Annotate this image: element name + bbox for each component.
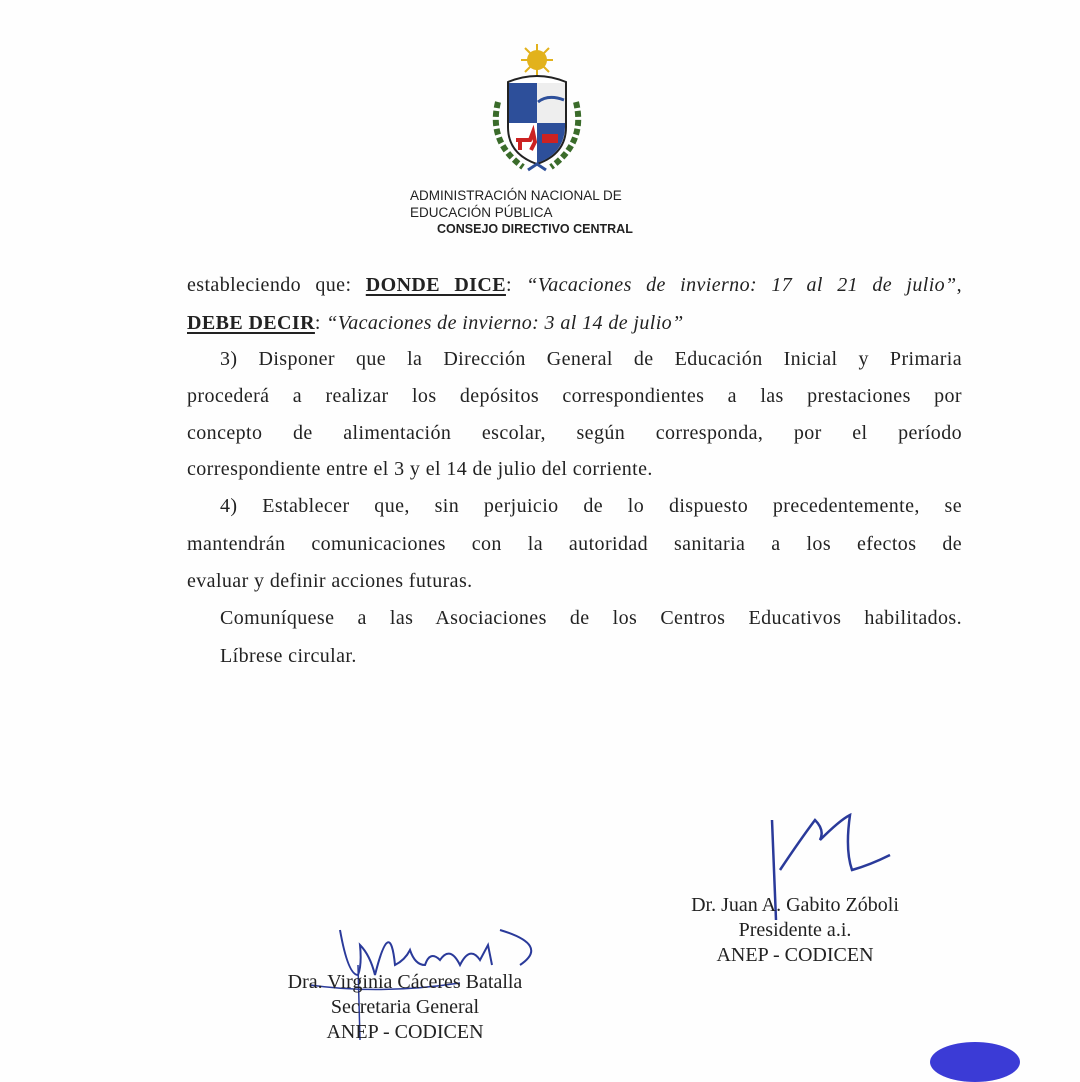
coat-of-arms-emblem xyxy=(478,42,596,180)
colon: : xyxy=(314,312,327,334)
stamp-fragment xyxy=(930,1042,1020,1082)
president-org: ANEP - CODICEN xyxy=(716,944,874,966)
label-donde-dice: DONDE DICE xyxy=(365,274,506,296)
body-line: 4) Establecer que, sin perjuicio de lo dispuesto precedentemente, se xyxy=(220,495,962,517)
body-line: correspondiente entre el 3 y el 14 de julio del corriente. xyxy=(187,458,653,480)
secretary-name: Dra. Virginia Cáceres Batalla xyxy=(287,971,523,993)
body-line: Comuníquese a las Asociaciones de los Centros Educativos habilitados. xyxy=(220,607,962,629)
secretary-signature-block xyxy=(240,970,570,1045)
body-line: evaluar y definir acciones futuras. xyxy=(187,570,473,592)
body-line: 3) Disponer que la Dirección General de Educación Inicial y Primaria xyxy=(220,348,962,370)
body-line: Líbrese circular. xyxy=(220,645,357,667)
body-line: concepto de alimentación escolar, según corresponda, por el período xyxy=(187,422,962,444)
body-line-2 xyxy=(187,310,684,336)
body-line-1 xyxy=(187,272,962,298)
secretary-role: Secretaria General xyxy=(330,996,480,1018)
body-line: procederá a realizar los depósitos correspondientes a las prestaciones por xyxy=(187,385,962,407)
president-signature-block xyxy=(640,893,950,968)
quote-new: “Vacaciones de invierno: 3 al 14 de julio” xyxy=(326,312,684,334)
secretary-org: ANEP - CODICEN xyxy=(326,1021,484,1043)
council-name: CONSEJO DIRECTIVO CENTRAL xyxy=(437,222,633,236)
label-debe-decir: DEBE DECIR xyxy=(187,312,315,334)
institution-name-line2: EDUCACIÓN PÚBLICA xyxy=(410,205,553,220)
comma: , xyxy=(956,274,962,296)
institution-name-line1: ADMINISTRACIÓN NACIONAL DE xyxy=(410,188,622,203)
colon: : xyxy=(505,274,527,296)
body-line: mantendrán comunicaciones con la autoridad sanitaria a los efectos de xyxy=(187,533,962,555)
quote-old: “Vacaciones de invierno: 17 al 21 de julio” xyxy=(526,274,957,296)
president-role: Presidente a.i. xyxy=(738,919,852,941)
text-intro: estableciendo que: xyxy=(187,274,366,296)
president-name: Dr. Juan A. Gabito Zóboli xyxy=(691,894,899,916)
